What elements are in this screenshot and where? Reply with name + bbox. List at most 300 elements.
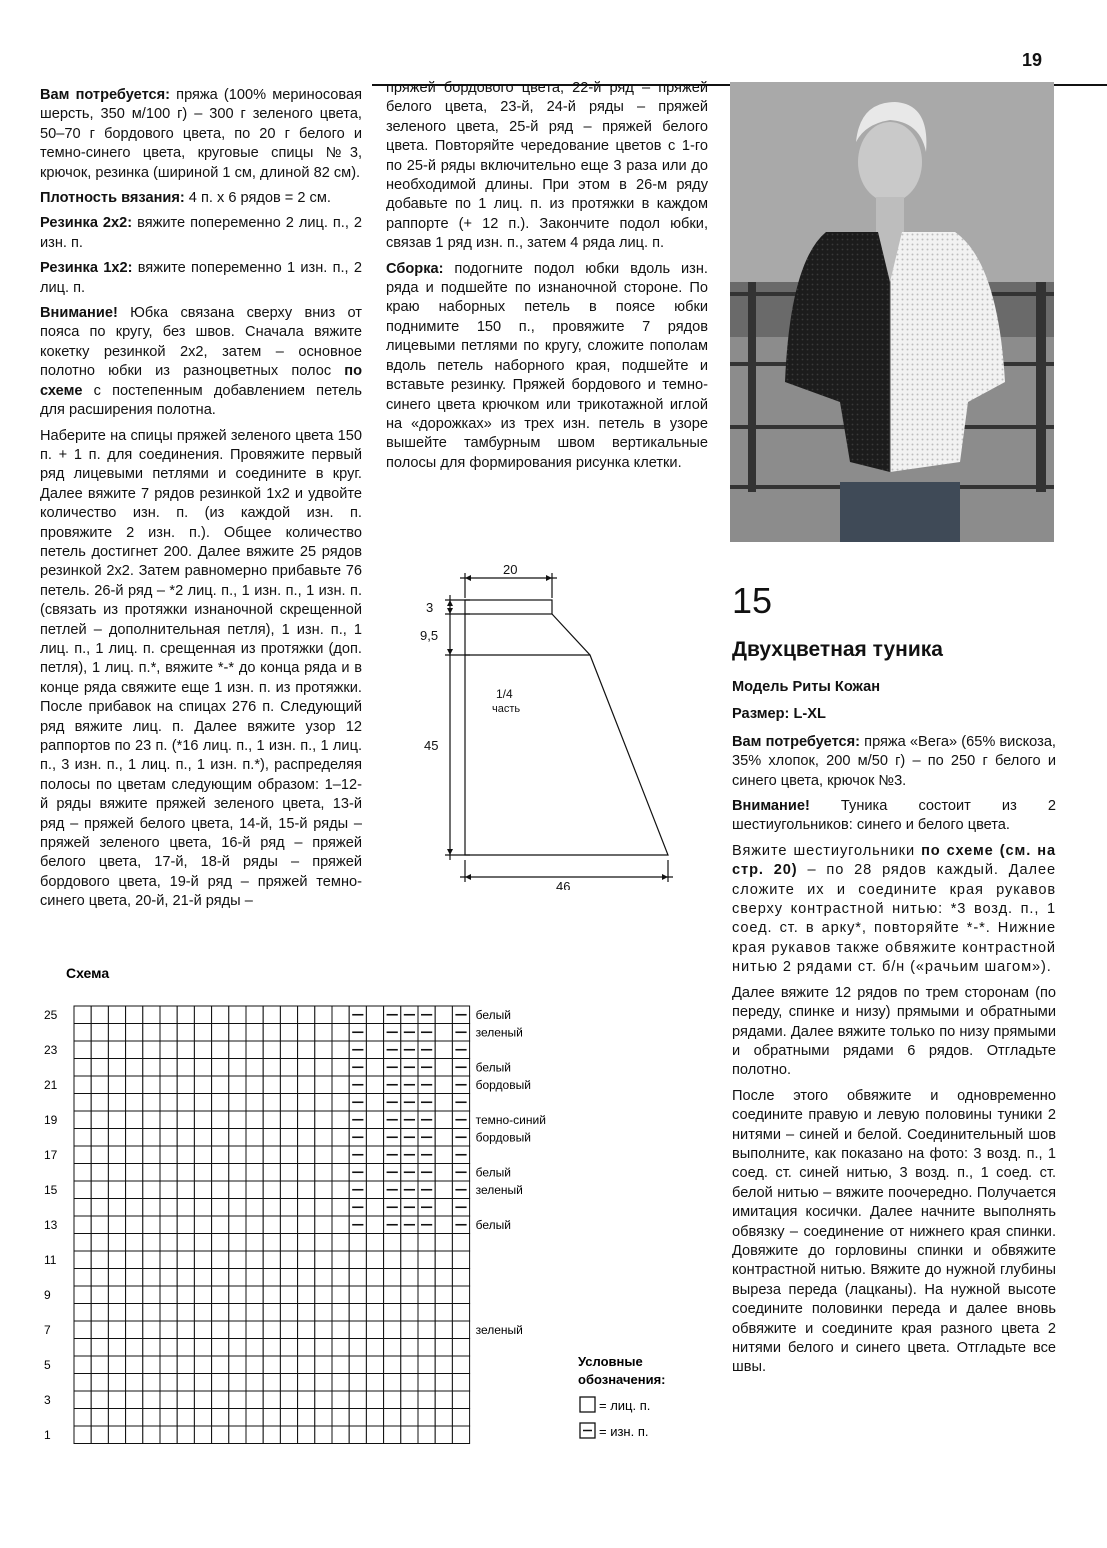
chart-cell [315,1339,332,1357]
chart-cell [108,1059,125,1077]
chart-cell [366,1041,383,1059]
chart-cell [349,1391,366,1409]
chart-cell [246,1426,263,1444]
chart-cell [143,1286,160,1304]
chart-cell [384,1391,401,1409]
chart-cell [366,1251,383,1269]
color-label: белый [475,1217,511,1232]
chart-cell [246,1304,263,1322]
tunic-edging: Далее вяжите 12 рядов по трем сторонам (по переду, спинке и низу) прямыми и обратными рядами. Далее вяжите только по низу прямыми и обратными рядами 6 рядов. Отгладьте полотно. [732,984,1056,1079]
chart-cell [435,1391,452,1409]
tunic-photo [730,82,1054,542]
chart-cell [435,1111,452,1129]
chart-cell [418,1286,435,1304]
row-number: 3 [44,1392,51,1407]
chart-cell [160,1286,177,1304]
chart-cell [212,1339,229,1357]
chart-cell [126,1129,143,1147]
chart-cell [418,1269,435,1287]
chart-cell [212,1199,229,1217]
chart-cell [332,1024,349,1042]
chart-cell [332,1409,349,1427]
chart-cell [435,1234,452,1252]
chart-cell [332,1391,349,1409]
chart-cell [315,1076,332,1094]
chart-cell [126,1426,143,1444]
chart-cell [126,1216,143,1234]
chart-cell [298,1251,315,1269]
color-label: зеленый [475,1182,523,1197]
chart-cell [160,1041,177,1059]
chart-cell [177,1251,194,1269]
chart-cell [194,1304,211,1322]
chart-cell [212,1409,229,1427]
chart-cell [74,1426,91,1444]
chart-cell [349,1426,366,1444]
chart-cell [91,1111,108,1129]
chart-cell [91,1129,108,1147]
chart-cell [435,1146,452,1164]
chart-cell [212,1146,229,1164]
chart-cell [91,1356,108,1374]
chart-cell [143,1426,160,1444]
chart-cell [194,1059,211,1077]
chart-cell [452,1321,469,1339]
chart-cell [108,1216,125,1234]
chart-cell [280,1304,297,1322]
chart-cell [366,1304,383,1322]
chart-cell [143,1356,160,1374]
chart-cell [384,1304,401,1322]
chart-cell [418,1356,435,1374]
chart-cell [298,1409,315,1427]
chart-cell [298,1111,315,1129]
chart-cell [177,1339,194,1357]
chart-cell [298,1006,315,1024]
chart-cell [298,1234,315,1252]
chart-cell [91,1426,108,1444]
chart-cell [194,1409,211,1427]
chart-cell [452,1409,469,1427]
chart-cell [143,1024,160,1042]
chart-cell [298,1304,315,1322]
gauge: Плотность вязания: 4 п. х 6 рядов = 2 см. [40,190,331,207]
chart-cell [246,1251,263,1269]
column-1 [40,86,362,918]
chart-cell [177,1234,194,1252]
chart-cell [263,1041,280,1059]
rib-1x2: Резинка 1х2: вяжите попеременно 1 изн. п., 2 лиц. п. [40,260,362,296]
chart-cell [280,1164,297,1182]
chart-cell [315,1129,332,1147]
chart-cell [126,1234,143,1252]
chart-cell [177,1426,194,1444]
chart-cell [263,1111,280,1129]
chart-cell [194,1199,211,1217]
chart-cell [452,1234,469,1252]
chart-cell [435,1059,452,1077]
chart-cell [246,1024,263,1042]
chart-cell [263,1164,280,1182]
chart-cell [418,1374,435,1392]
chart-cell [160,1356,177,1374]
chart-cell [332,1059,349,1077]
chart-cell [366,1269,383,1287]
photo-illustration [730,82,1054,542]
chart-cell [246,1129,263,1147]
chart-cell [435,1304,452,1322]
chart-cell [229,1269,246,1287]
chart-cell [315,1374,332,1392]
chart-cell [74,1356,91,1374]
chart-cell [452,1339,469,1357]
tunic-attention: Внимание! Туника состоит из 2 шестиугольников: синего и белого цвета. [732,798,1056,834]
chart-cell [263,1024,280,1042]
chart-cell [108,1164,125,1182]
chart-cell [418,1339,435,1357]
chart-cell [246,1076,263,1094]
chart-cell [194,1146,211,1164]
chart-cell [435,1076,452,1094]
size: Размер: L-XL [732,706,826,723]
chart-cell [74,1374,91,1392]
yoke-height-label: 9,5 [420,628,439,643]
chart-cell [74,1146,91,1164]
chart-cell [74,1199,91,1217]
chart-cell [229,1286,246,1304]
color-labels [476,1008,546,1337]
chart-cell [126,1374,143,1392]
chart-cell [315,1426,332,1444]
chart-cell [280,1094,297,1112]
chart-cell [435,1426,452,1444]
chart-cell [452,1269,469,1287]
chart-cell [126,1304,143,1322]
chart-cell [229,1321,246,1339]
chart-cell [177,1391,194,1409]
chart-cell [229,1409,246,1427]
chart-cell [263,1409,280,1427]
chart-cell [74,1094,91,1112]
chart-cell [280,1251,297,1269]
chart-cell [91,1321,108,1339]
chart-cell [384,1234,401,1252]
chart-cell [143,1269,160,1287]
model-credit: Модель Риты Кожан [732,679,881,695]
chart-cell [229,1041,246,1059]
chart-cell [229,1391,246,1409]
chart-cell [384,1269,401,1287]
chart-cell [74,1234,91,1252]
chart-cell [246,1286,263,1304]
chart-cell [108,1094,125,1112]
chart-cell [177,1216,194,1234]
column-2 [386,79,708,479]
chart-cell [246,1059,263,1077]
color-label: белый [475,1060,511,1075]
chart-cell [126,1269,143,1287]
row-number: 25 [44,1007,58,1022]
chart-cell [212,1356,229,1374]
chart-cell [229,1426,246,1444]
chart-cell [366,1059,383,1077]
chart-cell [91,1304,108,1322]
chart-cell [160,1269,177,1287]
chart-cell [384,1286,401,1304]
chart-cell [194,1041,211,1059]
chart-cell [126,1111,143,1129]
chart-cell [263,1199,280,1217]
chart-cell [229,1094,246,1112]
chart-cell [298,1146,315,1164]
row-number: 1 [44,1427,51,1442]
chart-cell [332,1251,349,1269]
color-label: бордовый [475,1077,531,1092]
chart-cell [160,1024,177,1042]
chart-cell [74,1041,91,1059]
chart-cell [349,1251,366,1269]
chart-cell [143,1094,160,1112]
chart-cell [315,1199,332,1217]
chart-cell [298,1374,315,1392]
chart-cell [332,1111,349,1129]
chart-cell [401,1269,418,1287]
chart-cell [452,1304,469,1322]
chart-cell [263,1269,280,1287]
chart-cell [143,1374,160,1392]
row-number: 11 [44,1252,57,1267]
chart-cell [212,1321,229,1339]
chart-cell [263,1374,280,1392]
chart-cell [160,1094,177,1112]
section-title: Двухцветная туника [732,638,943,661]
chart-cell [366,1006,383,1024]
chart-cell [418,1391,435,1409]
chart-cell [177,1059,194,1077]
chart-cell [91,1059,108,1077]
chart-cell [315,1304,332,1322]
chart-cell [246,1321,263,1339]
chart-cell [332,1041,349,1059]
chart-cell [229,1006,246,1024]
chart-cell [435,1094,452,1112]
chart-cell [452,1286,469,1304]
chart-cell [91,1251,108,1269]
chart-cell [160,1426,177,1444]
chart-cell [298,1041,315,1059]
chart-cell [418,1409,435,1427]
chart-cell [366,1094,383,1112]
chart-cell [315,1024,332,1042]
chart-cell [384,1426,401,1444]
chart-cell [435,1286,452,1304]
chart-cell [126,1041,143,1059]
chart-cell [332,1321,349,1339]
chart-cell [280,1356,297,1374]
chart-cell [401,1321,418,1339]
chart-cell [212,1269,229,1287]
chart-cell [212,1041,229,1059]
rib-2x2: Резинка 2х2: вяжите попеременно 2 лиц. п., 2 изн. п. [40,215,362,251]
chart-cell [315,1059,332,1077]
chart-cell [177,1286,194,1304]
chart-cell [332,1356,349,1374]
chart-cell [332,1164,349,1182]
row-number: 5 [44,1357,51,1372]
chart-cell [126,1094,143,1112]
chart-cell [315,1006,332,1024]
chart-cell [143,1006,160,1024]
chart-cell [212,1374,229,1392]
chart-cell [143,1409,160,1427]
chart-cell [435,1409,452,1427]
row-number: 21 [44,1077,58,1092]
chart-cell [126,1059,143,1077]
chart-cell [143,1146,160,1164]
chart-cell [194,1024,211,1042]
part-label-fraction: 1/4 [496,687,513,701]
chart-cell [280,1339,297,1357]
chart-cell [212,1216,229,1234]
instructions: Наберите на спицы пряжей зеленого цвета 150 п. + 1 п. для соединения. Провяжите первый ряд лицевыми петлями и соедините в круг. Далее вяжите 7 рядов резинкой 1х2 и удвойте количество изн. п. (из каждой изн. п. провяжите 2 изн. п.). Общее количество петель достигнет 200. Далее вяжите 25 рядов резинкой 2х2. Затем равномерно прибавьте 76 петель. 26-й ряд – *2 лиц. п., 1 изн. п., 1 изн. п. (связать из протяжки изнаночной скрещенной петлей – дополнительная петля), 1 изн. п., 1 лиц. п., 1 лиц. п. срещенная из протяжки (доп. петля), 1 лиц. п.*, вяжите *-* до конца ряда и в конце ряда свяжите еще 1 изн. п. из протяжки. После прибавок на спицах 276 п. Следующий ряд вяжите лиц. п. Далее вяжите узор 12 раппортов по 23 п. (*16 лиц. п., 1 изн. п., 1 лиц. п., 3 изн. п., 1 лиц. п., 1 изн. п.*), распределяя полосы по цветам следующим образом: 1–12-й ряды вяжите пряжей зеленого цвета, 13-й ряд – пряжей белого цвета, 14-й, 15-й ряды – пряжей зеленого цвета, 16-й ряд – пряжей белого цвета, 17-й, 18-й ряды – пряжей бордового цвета, 19-й ряд – пряжей темно-синего цвета, 20-й, 21-й ряды – [40,427,362,910]
chart-cell [194,1286,211,1304]
chart-cell [194,1076,211,1094]
top-width-label: 20 [503,562,518,577]
chart-cell [177,1374,194,1392]
chart-cell [349,1304,366,1322]
chart-cell [315,1216,332,1234]
chart-cell [160,1216,177,1234]
chart-cell [435,1251,452,1269]
chart-cell [418,1321,435,1339]
chart-cell [160,1129,177,1147]
chart-cell [246,1391,263,1409]
chart-cell [298,1286,315,1304]
chart-cell [160,1251,177,1269]
chart-cell [108,1024,125,1042]
chart-cell [332,1216,349,1234]
chart-cell [74,1304,91,1322]
chart-cell [160,1304,177,1322]
instructions-continued: пряжей бордового цвета, 22-й ряд – пряжей белого цвета, 23-й, 24-й ряды – пряжей зеленого цвета, 25-й ряд – пряжей белого цвета. Повторяйте чередование цветов с 1-го по 25-й ряды включительно еще 3 раза или до необходимой длины. При этом в 26-м ряду добавьте по 1 лиц. п. из протяжки в каждом раппорте (+ 12 п.). Закончите подол юбки, связав 1 ряд изн. п., затем 4 ряда лиц. п. [386,80,708,252]
row-number: 7 [44,1322,51,1337]
chart-cell [91,1181,108,1199]
chart-cell [212,1426,229,1444]
chart-cell [229,1146,246,1164]
chart-cell [74,1286,91,1304]
chart-cell [315,1094,332,1112]
chart-cell [366,1129,383,1147]
color-label: темно-синий [475,1112,546,1127]
chart-cell [332,1234,349,1252]
chart-cell [177,1024,194,1042]
chart-cell [194,1339,211,1357]
chart-cell [280,1409,297,1427]
chart-cell [194,1164,211,1182]
chart-cell [246,1006,263,1024]
chart-cell [366,1146,383,1164]
chart-cell [280,1059,297,1077]
chart-cell [298,1199,315,1217]
chart-cell [108,1146,125,1164]
chart-cell [263,1216,280,1234]
legend-title-2: обозначения: [578,1372,666,1387]
chart-cell [143,1164,160,1182]
chart-cell [298,1024,315,1042]
chart-cell [401,1391,418,1409]
legend-knit: = лиц. п. [599,1398,651,1413]
chart-cell [366,1356,383,1374]
chart-cell [194,1426,211,1444]
row-number: 15 [44,1182,58,1197]
chart-cell [315,1041,332,1059]
chart-cell [160,1164,177,1182]
chart-cell [160,1006,177,1024]
chart-cell [263,1391,280,1409]
row-number: 13 [44,1217,58,1232]
chart-cell [143,1339,160,1357]
chart-cell [126,1024,143,1042]
chart-cell [298,1076,315,1094]
chart-cell [212,1059,229,1077]
chart-cell [194,1111,211,1129]
chart-cell [315,1391,332,1409]
chart-cell [126,1164,143,1182]
chart-cell [435,1181,452,1199]
chart-cell [401,1409,418,1427]
chart-cell [160,1111,177,1129]
chart-cell [246,1094,263,1112]
chart-cell [435,1024,452,1042]
chart-cell [263,1059,280,1077]
chart-cell [263,1006,280,1024]
chart-cell [435,1374,452,1392]
chart-cell [332,1129,349,1147]
page-number: 19 [1022,50,1043,70]
chart-cell [108,1304,125,1322]
chart-cell [401,1356,418,1374]
chart-cell [349,1409,366,1427]
chart-cell [384,1409,401,1427]
chart-cell [418,1304,435,1322]
chart-cell [108,1076,125,1094]
chart-cell [418,1426,435,1444]
chart-cell [143,1234,160,1252]
chart-cell [280,1269,297,1287]
chart-cell [366,1024,383,1042]
chart-cell [298,1216,315,1234]
color-label: белый [475,1165,511,1180]
chart-cell [212,1251,229,1269]
chart-cell [91,1339,108,1357]
chart-cell [108,1426,125,1444]
chart-cell [229,1304,246,1322]
chart-cell [280,1216,297,1234]
color-label: зеленый [475,1025,523,1040]
chart-cell [246,1216,263,1234]
chart-cell [143,1059,160,1077]
chart-cell [74,1164,91,1182]
chart-cell [263,1321,280,1339]
chart-cell [280,1076,297,1094]
chart-cell [212,1181,229,1199]
chart-cell [246,1409,263,1427]
chart-cell [108,1234,125,1252]
chart-cell [298,1391,315,1409]
chart-cell [108,1339,125,1357]
chart-cell [74,1216,91,1234]
chart-grid [74,1006,470,1444]
